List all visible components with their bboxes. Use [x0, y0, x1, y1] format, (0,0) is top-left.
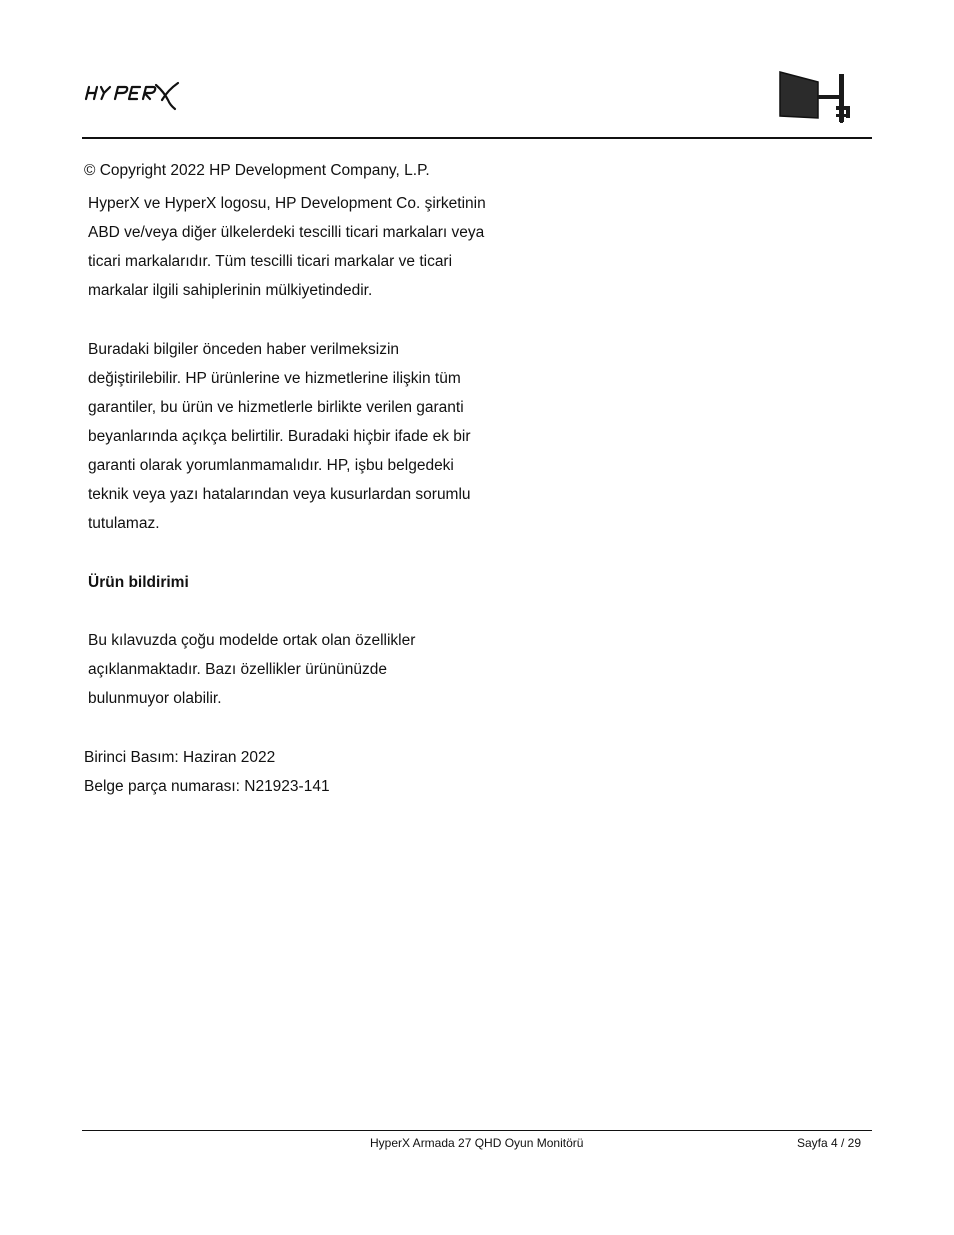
copyright-notice: © Copyright 2022 HP Development Company, L.P.: [84, 162, 430, 179]
warranty-line: garanti olarak yorumlanmamalıdır. HP, işbu belgedeki: [88, 457, 454, 474]
trademark-line: ABD ve/veya diğer ülkelerdeki tescilli ticari markaları veya: [88, 224, 485, 241]
edition-info: Birinci Basım: Haziran 2022: [84, 749, 276, 766]
footer-page-number: Sayfa 4 / 29: [796, 1136, 861, 1150]
trademark-line: markalar ilgili sahiplerinin mülkiyetindedir.: [88, 282, 373, 299]
header-rule: [82, 137, 872, 139]
warranty-line: Buradaki bilgiler önceden haber verilmeksizin: [88, 341, 400, 358]
trademark-line: HyperX ve HyperX logosu, HP Development Co. şirketinin: [88, 195, 486, 212]
footer-rule: [82, 1130, 872, 1131]
trademark-line: ticari markalarıdır. Tüm tescilli ticari markalar ve ticari: [88, 253, 453, 270]
product-notice-line: bulunmuyor olabilir.: [88, 690, 222, 707]
warranty-line: teknik veya yazı hatalarından veya kusurlardan sorumlu: [88, 486, 471, 503]
product-notice-heading: Ürün bildirimi: [88, 574, 189, 591]
part-number: Belge parça numarası: N21923-141: [84, 778, 330, 795]
warranty-line: değiştirilebilir. HP ürünlerine ve hizmetlerine ilişkin tüm: [88, 370, 461, 387]
product-notice-line: Bu kılavuzda çoğu modelde ortak olan özellikler: [88, 632, 416, 649]
warranty-line: garantiler, bu ürün ve hizmetlerle birlikte verilen garanti: [88, 399, 464, 416]
monitor-arm-icon: [778, 70, 854, 126]
warranty-line: tutulamaz.: [88, 515, 160, 532]
warranty-line: beyanlarında açıkça belirtilir. Buradaki hiçbir ifade ek bir: [88, 428, 471, 445]
hyperx-logo: [84, 80, 182, 112]
footer-document-title: HyperX Armada 27 QHD Oyun Monitörü: [370, 1136, 584, 1150]
product-notice-line: açıklanmaktadır. Bazı özellikler ürününüzde: [88, 661, 387, 678]
